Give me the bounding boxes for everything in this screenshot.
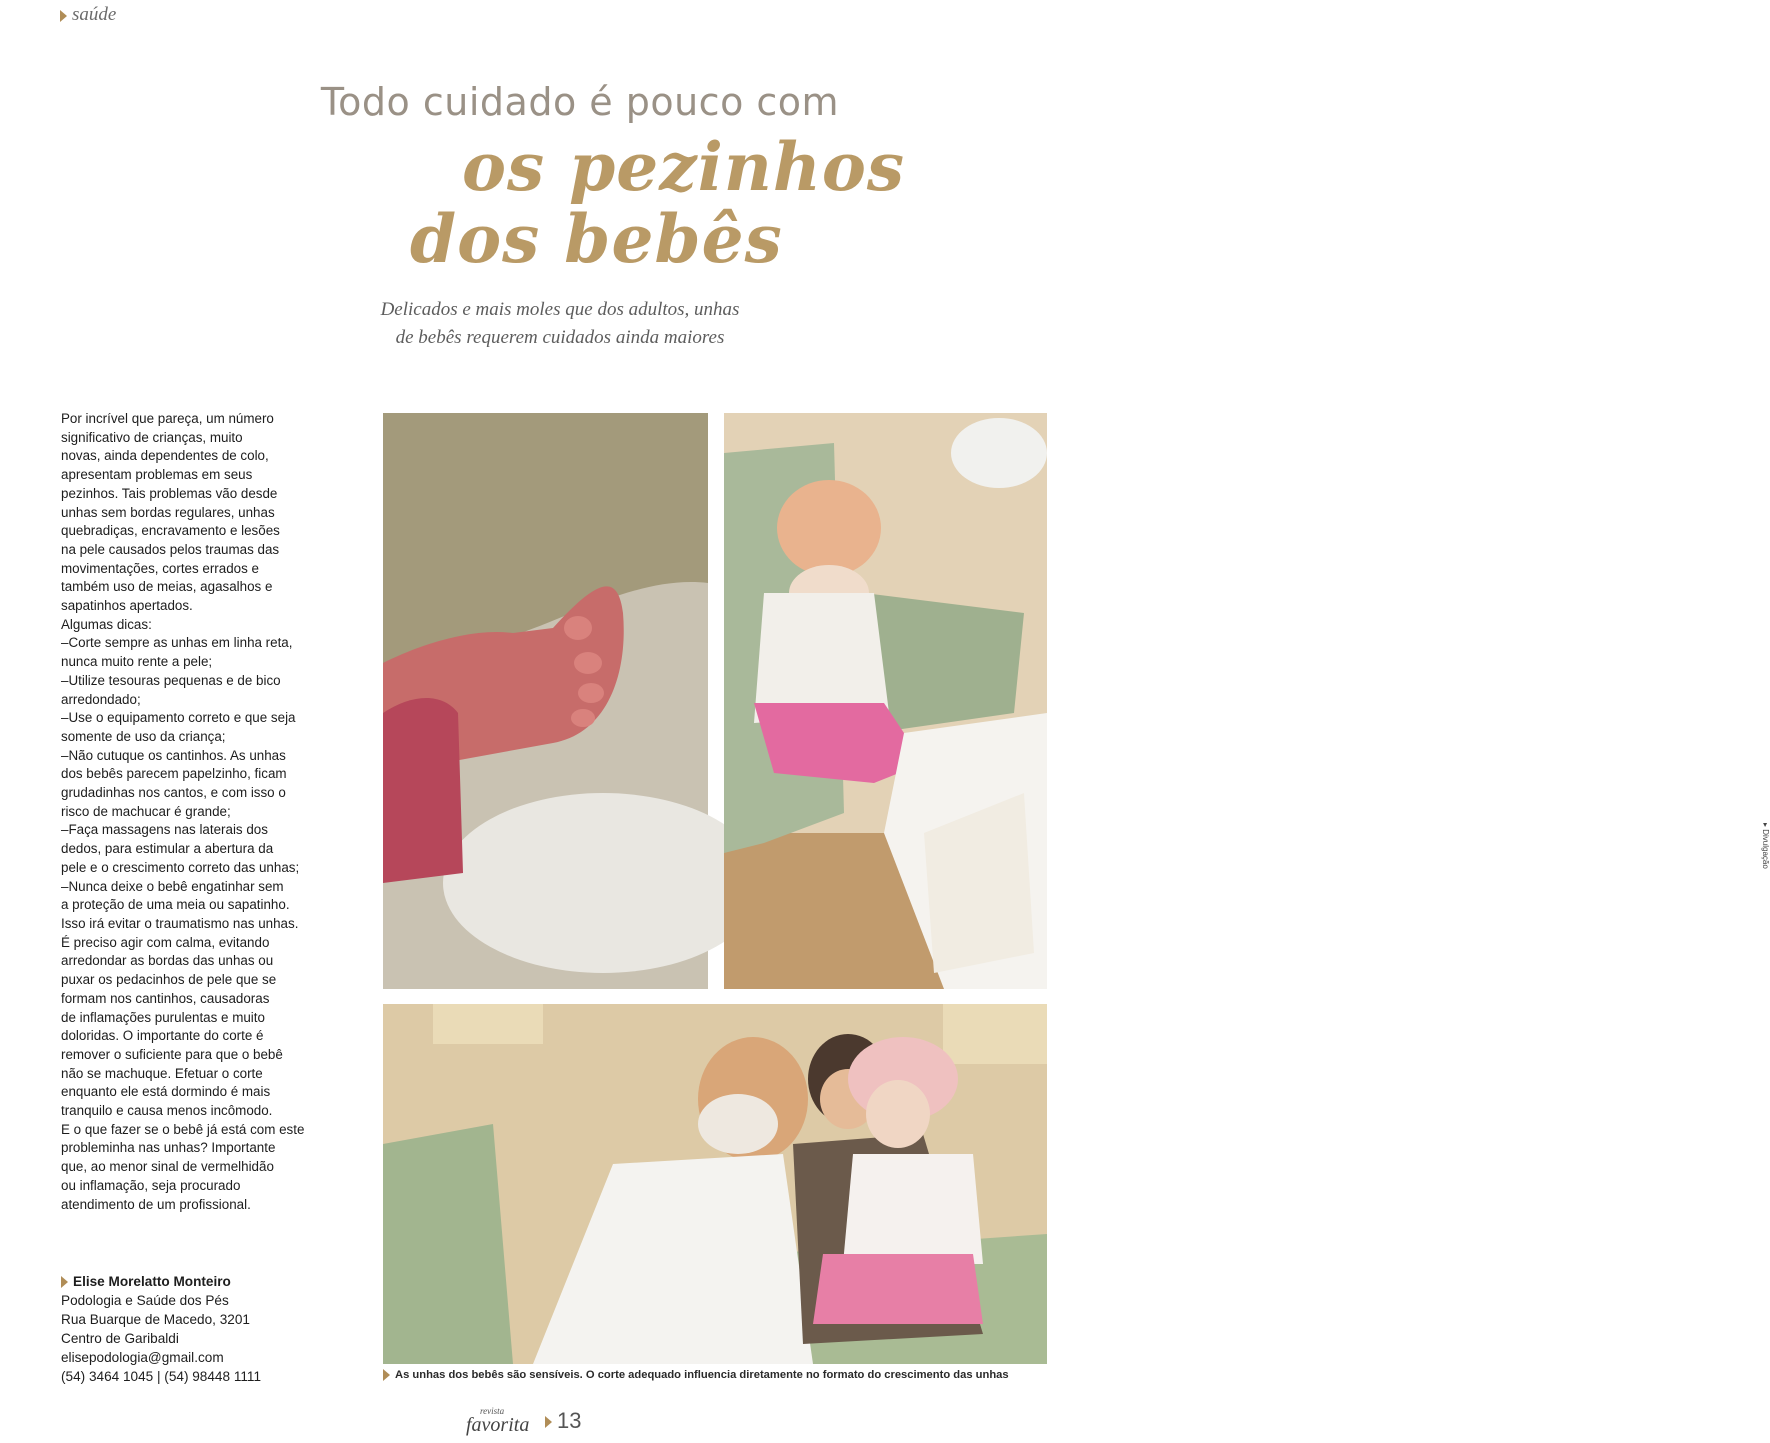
credit-arrow-icon: ▸ [1761, 823, 1770, 830]
headline-script-line1: os pezinhos [462, 128, 905, 206]
author-city: Centro de Garibaldi [61, 1331, 179, 1346]
photo-podiatrist-with-baby [383, 1004, 1047, 1364]
podiatrist-illustration [383, 1004, 1047, 1364]
page-number [545, 1408, 581, 1434]
magazine-logo [466, 1406, 541, 1436]
section-label-text: saúde [72, 4, 117, 25]
photo-caption [383, 1369, 1053, 1381]
headline-line1: Todo cuidado é pouco com [320, 80, 840, 124]
caption-arrow-icon [383, 1369, 390, 1381]
baby-chair-illustration [724, 413, 1047, 989]
article-body: Por incrível que pareça, um número significativo de crianças, muito novas, ainda dependentes de colo, apresentam problemas em seus pezinhos. Tais problemas vão desde unhas sem bordas regulares, unhas quebradiças, encravamento e lesões na pele causados pelos traumas das movimentações, cortes errados e também uso de meias, agasalhos e sapatinhos apertados. Algumas dicas: –Corte sempre as unhas em linha reta, nunca muito rente a pele; –Utilize tesouras pequenas e de bico arredondado; –Use o equipamento correto e que seja somente de uso da criança; –Não cutuque os cantinhos. As unhas dos bebês parecem papelzinho, ficam grudadinhas nos cantos, e com isso o risco de machucar é grande; –Faça massagens nas laterais dos dedos, para estimular a abertura da pele e o crescimento correto das unhas; –Nunca deixe o bebê engatinhar sem a proteção de uma meia ou sapatinho. Isso irá evitar o traumatismo nas unhas. É preciso agir com calma, evitando arredondar as bordas das unhas ou puxar os pedacinhos de pele que se formam nos cantinhos, causadoras de inflamações purulentas e muito doloridas. O importante do corte é remover o suficiente para que o bebê não se machuque. Efetuar o corte enquanto ele está dormindo é mais tranquilo e causa menos incômodo. E o que fazer se o bebê já está com este probleminha nas unhas? Importante que, ao menor sinal de vermelhidão ou inflamação, seja procurado atendimento de um profissional. [61, 411, 305, 1212]
author-box [61, 1272, 351, 1386]
subtitle-line1: Delicados e mais moles que dos adultos, unhas [380, 299, 740, 320]
article-subtitle [320, 296, 800, 352]
author-specialty: Podologia e Saúde dos Pés [61, 1293, 229, 1308]
photo-caption-text: As unhas dos bebês são sensíveis. O corte adequado influencia diretamente no formato do crescimento das unhas [395, 1369, 1009, 1381]
headline-script-line2: dos bebês [410, 200, 783, 278]
photo-credit [1761, 823, 1770, 869]
author-arrow-icon [61, 1276, 68, 1288]
author-email[interactable]: elisepodologia@gmail.com [61, 1350, 224, 1365]
photo-baby-foot [383, 413, 708, 989]
logo-big-text: favorita [466, 1414, 530, 1436]
page-arrow-icon [545, 1416, 552, 1428]
photo-credit-text: Divulgação [1761, 829, 1770, 869]
page-number-text: 13 [557, 1408, 582, 1433]
baby-foot-illustration [383, 413, 708, 989]
logo-small-text: revista [480, 1406, 505, 1416]
photo-baby-in-chair [724, 413, 1770, 989]
section-arrow-icon [60, 10, 67, 22]
author-address: Rua Buarque de Macedo, 3201 [61, 1312, 250, 1327]
author-name: Elise Morelatto Monteiro [73, 1274, 231, 1289]
author-phones: (54) 3464 1045 | (54) 98448 1111 [61, 1369, 262, 1384]
subtitle-line2: de bebês requerem cuidados ainda maiores [395, 327, 725, 348]
section-label [60, 4, 116, 26]
